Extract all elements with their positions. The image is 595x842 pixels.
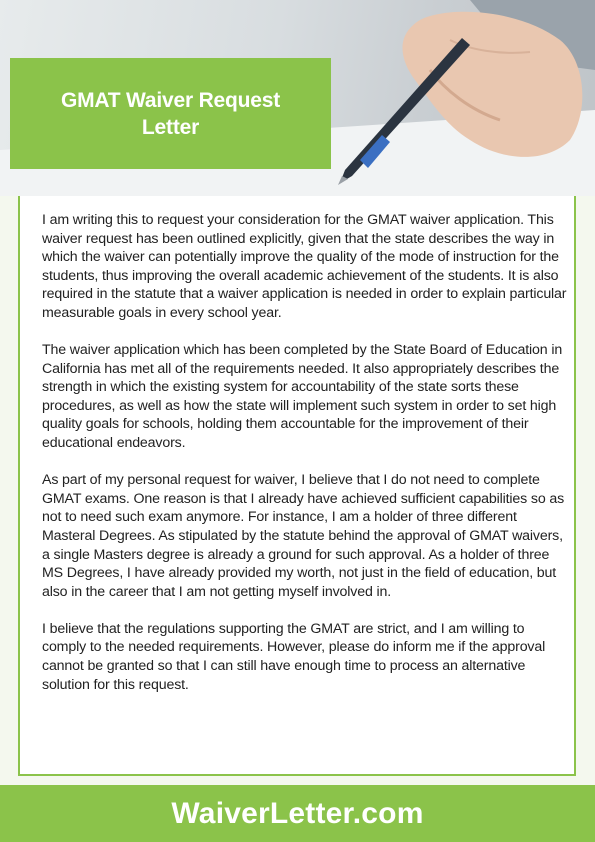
letter-body <box>42 211 572 713</box>
letter-paragraph-3: As part of my personal request for waiver, I believe that I do not need to complete GMAT exams. One reason is that I already have achieved sufficient capabilities so as not to need such exam anymore. For instance, I am a holder of three different Masteral Degrees. As stipulated by the statute behind the approval of GMAT waivers, a single Masters degree is already a ground for such approval. As a holder of three MS Degrees, I have already provided my worth, not just in the field of education, but also in the career that I am not getting myself involved in. <box>42 472 565 600</box>
title-banner <box>10 58 331 169</box>
letter-paragraph-1: I am writing this to request your consideration for the GMAT waiver application. This waiver request has been outlined explicitly, given that the state describes the way in which the waiver can potentially improve the quality of the mode of instruction for the students, thus improving the overall academic achievement of the students. It is also required in the statute that a waiver application is needed in order to explain particular measurable goals in every school year. <box>42 212 567 321</box>
page-title: GMAT Waiver Request Letter <box>60 88 281 139</box>
letter-paragraph-2: The waiver application which has been completed by the State Board of Education in California has met all of the requirements needed. It also appropriately describes the strength in which the existing system for accountability of the state sorts these procedures, as well as how the state will implement such system in order to set high quality goals for schools, holding them accountable for the improvement of their educational endeavors. <box>42 342 563 452</box>
footer-brand: WaiverLetter.com <box>171 796 424 830</box>
letter-paragraph-4: I believe that the regulations supporting the GMAT are strict, and I am willing to comply to the needed requirements. However, please do inform me if the approval cannot be granted so that I can still have enough time to process an alternative solution for this request. <box>42 620 546 693</box>
footer-band <box>0 785 595 842</box>
